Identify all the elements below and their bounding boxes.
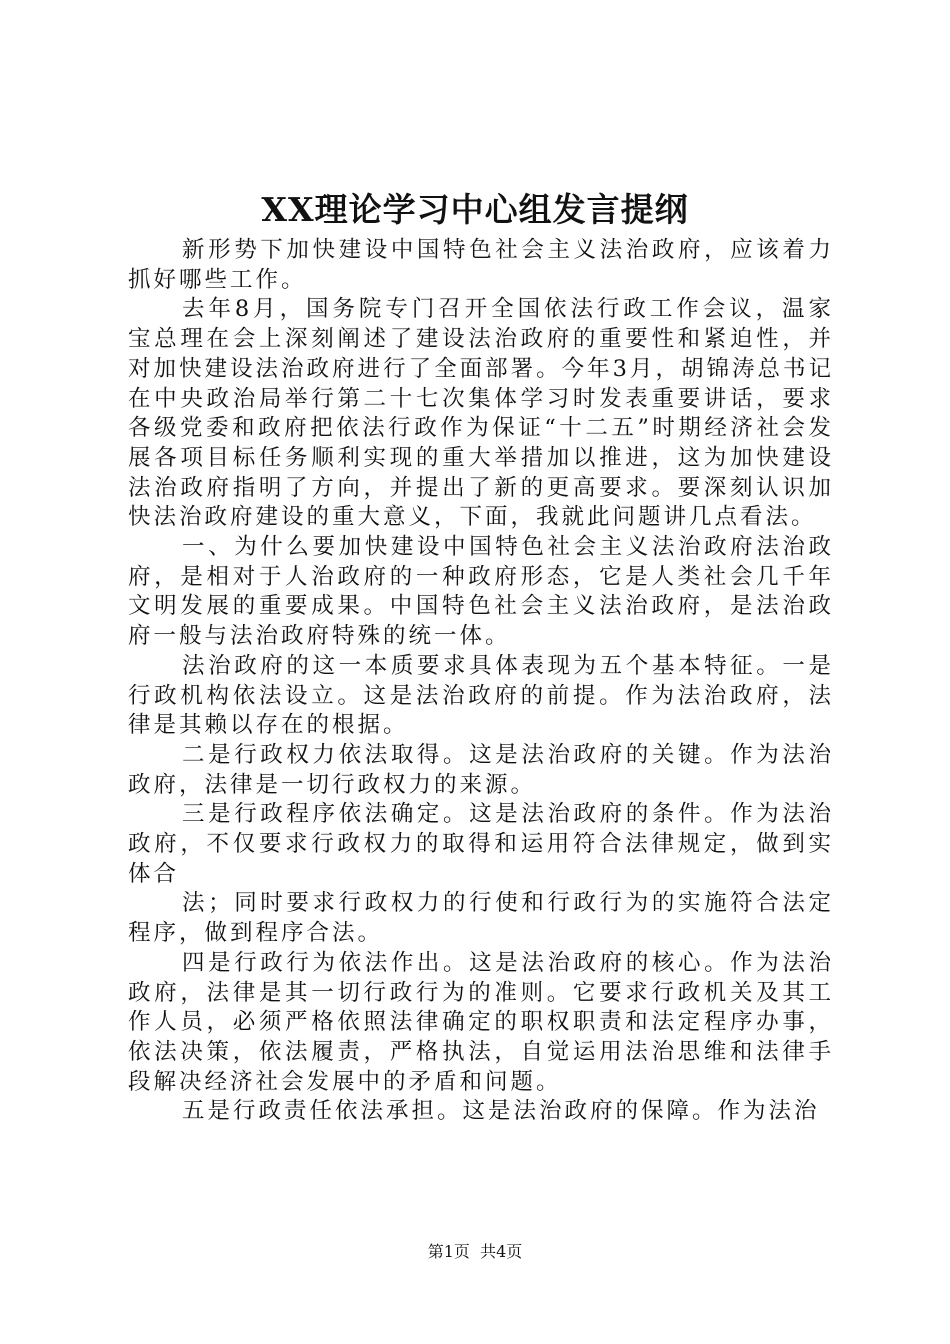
paragraph: 去年8月，国务院专门召开全国依法行政工作会议，温家宝总理在会上深刻阐述了建设法治政府的重要性和紧迫性，并对加快建设法治政府进行了全面部署。今年3月，胡锦涛总书记在中央政治局举行第二十七次集体学习时发表重要讲话，要求各级党委和政府把依法行政作为保证“十二五”时期经济社会发展各项目标任务顺利实现的重大举措加以推进，这为加快建设法治政府指明了方向，并提出了新的更高要求。要深刻认识加快法治政府建设的重大意义，下面，我就此问题讲几点看法。	[128, 296, 834, 531]
paragraph: 三是行政程序依法确定。这是法治政府的条件。作为法治政府，不仅要求行政权力的取得和运用符合法律规定，做到实体合	[128, 801, 834, 887]
page-number-footer: 第1页 共4页	[427, 1242, 523, 1261]
paragraph: 新形势下加快建设中国特色社会主义法治政府，应该着力抓好哪些工作。	[128, 237, 834, 293]
paragraph: 法；同时要求行政权力的行使和行政行为的实施符合法定程序，做到程序合法。	[128, 890, 834, 947]
paragraph: 五是行政责任依法承担。这是法治政府的保障。作为法治	[182, 1098, 820, 1125]
document-body	[128, 236, 834, 1127]
document-title: XX理论学习中心组发言提纲	[261, 190, 689, 229]
paragraph: 法治政府的这一本质要求具体表现为五个基本特征。一是行政机构依法设立。这是法治政府的前提。作为法治政府，法律是其赖以存在的根据。	[128, 652, 834, 739]
paragraph: 四是行政行为依法作出。这是法治政府的核心。作为法治政府，法律是其一切行政行为的准则。它要求行政机关及其工作人员，必须严格依照法律确定的职权职责和法定程序办事，依法决策，依法履责，严格执法，自觉运用法治思维和法律手段解决经济社会发展中的矛盾和问题。	[128, 949, 834, 1095]
paragraph: 一、为什么要加快建设中国特色社会主义法治政府法治政府，是相对于人治政府的一种政府形态，它是人类社会几千年文明发展的重要成果。中国特色社会主义法治政府，是法治政府一般与法治政府特殊的统一体。	[128, 534, 834, 650]
paragraph: 二是行政权力依法取得。这是法治政府的关键。作为法治政府，法律是一切行政权力的来源。	[128, 741, 834, 798]
